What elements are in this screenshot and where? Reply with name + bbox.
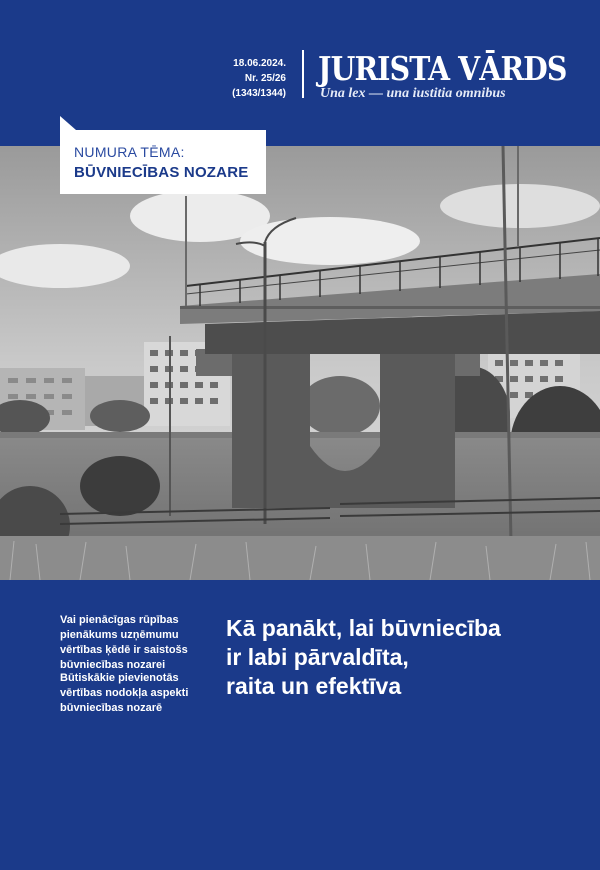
headline-line-1: Kā panākt, lai būvniecība: [226, 615, 501, 641]
masthead-divider: [302, 50, 304, 98]
issue-info: [210, 56, 286, 101]
theme-title: BŪVNIECĪBAS NOZARE: [74, 164, 249, 181]
cover-photo: [0, 146, 600, 580]
teaser-article-2: Būtiskākie pievienotās vērtības nodokļa aspekti būvniecības nozarē: [60, 672, 189, 714]
headline-line-3: raita un efektīva: [226, 673, 402, 699]
theme-label: NUMURA TĒMA:: [74, 144, 185, 160]
logo-title: JURISTA VĀRDS: [318, 49, 567, 88]
teaser-article-1: Vai pienācīgas rūpības pienākums uzņēmumu vērtības ķēdē ir saistošs būvniecības nozarei: [60, 614, 188, 671]
theme-tag: [60, 130, 266, 194]
issue-number: Nr. 25/26: [244, 73, 286, 84]
logo-motto: Una lex — una iustitia omnibus: [320, 86, 506, 101]
headline-line-2: ir labi pārvaldīta,: [226, 644, 409, 670]
issue-total-number: (1343/1344): [232, 88, 286, 99]
issue-date: 18.06.2024.: [233, 58, 286, 69]
cover-headline: [226, 614, 586, 701]
theme-tag-fold: [60, 116, 76, 130]
